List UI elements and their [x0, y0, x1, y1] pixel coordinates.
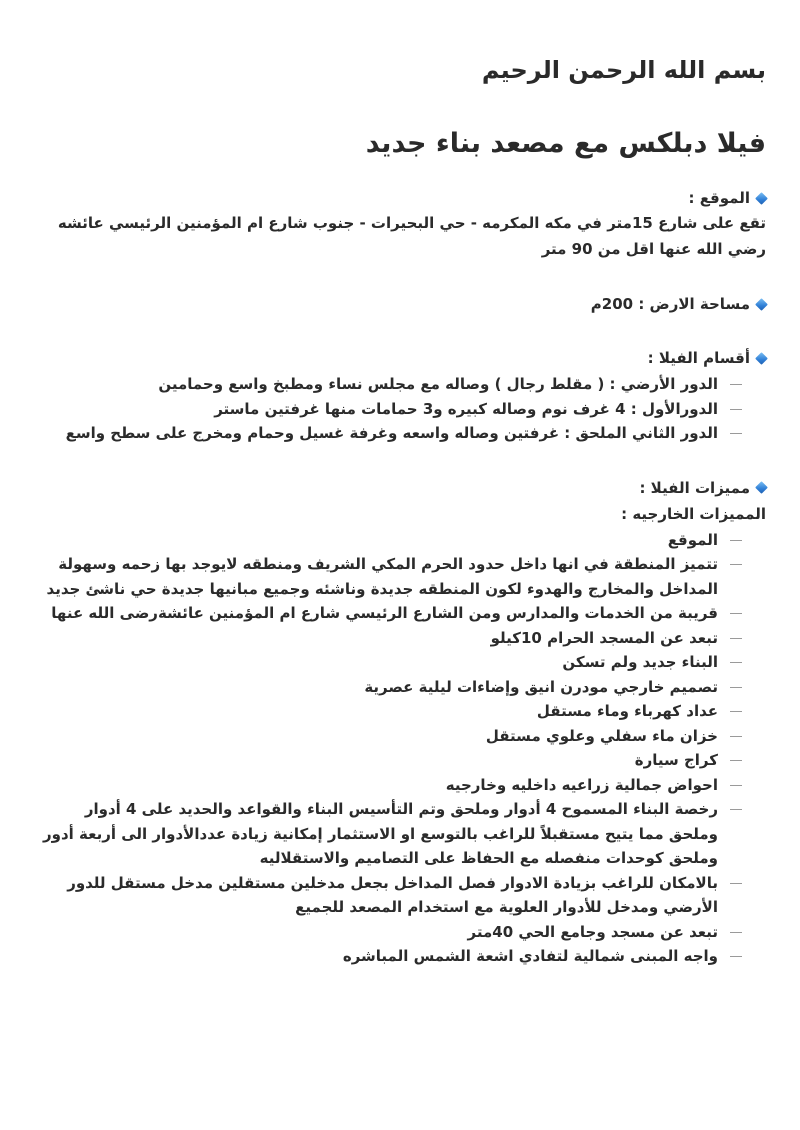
area-section [32, 292, 766, 316]
villa-sections-section [32, 346, 766, 446]
villa-sections-heading: أقسام الفيلا : [647, 349, 750, 367]
blue-diamond-icon [755, 352, 768, 365]
blue-diamond-icon [755, 298, 768, 311]
blue-diamond-icon [755, 192, 768, 205]
blue-diamond-icon [755, 481, 768, 494]
location-heading: الموقع : [688, 189, 750, 207]
list-item: خزان ماء سفلي وعلوي مستقل [32, 724, 742, 749]
features-heading-row [32, 476, 766, 500]
features-section [32, 476, 766, 969]
list-item: احواض جمالية زراعيه داخليه وخارجيه [32, 773, 742, 798]
list-item: تبعد عن مسجد وجامع الحي 40متر [32, 920, 742, 945]
list-item: الدور الأرضي : ( مقلط رجال ) وصاله مع مجلس نساء ومطبخ واسع وحمامين [32, 372, 742, 397]
list-item: عداد كهرباء وماء مستقل [32, 699, 742, 724]
villa-sections-list [32, 372, 766, 446]
list-item: بالامكان للراغب بزيادة الادوار فصل المداخل بجعل مدخلين مستقلين مدخل مستقل للدور الأرضي ومدخل للأدوار العلوية مع استخدام المصعد للجميع [32, 871, 742, 920]
list-item: كراج سيارة [32, 748, 742, 773]
villa-sections-heading-row [32, 346, 766, 370]
location-heading-row [32, 186, 766, 210]
area-heading-row [32, 292, 766, 316]
list-item: الدور الثاني الملحق : غرفتين وصاله واسعه وغرفة غسيل وحمام ومخرج على سطح واسع [32, 421, 742, 446]
list-item: تبعد عن المسجد الحرام 10كيلو [32, 626, 742, 651]
external-features-subheading: المميزات الخارجيه : [621, 504, 766, 523]
area-heading: مساحة الارض : 200م [590, 295, 750, 313]
list-item: تصميم خارجي مودرن انيق وإضاءات ليلية عصرية [32, 675, 742, 700]
list-item: الموقع [32, 528, 742, 553]
list-item: البناء جديد ولم تسكن [32, 650, 742, 675]
page-title: فيلا دبلكس مع مصعد بناء جديد [365, 128, 766, 159]
location-text: تقع على شارع 15متر في مكه المكرمه - حي البحيرات - جنوب شارع ام المؤمنين الرئيسي عائشه رضي الله عنها اقل من 90 متر [57, 214, 766, 258]
location-section [32, 186, 766, 262]
list-item: رخصة البناء المسموح 4 أدوار وملحق وتم التأسيس البناء والقواعد والحديد على 4 أدوار وملحق مما يتيح مستقبلاً للراغب بالتوسع او الاستثمار إمكانية زيادة عددالأدوار الى أربعة أدور وملحق كوحدات منفصله مع الحفاظ على التصاميم والاستقلاليه [32, 797, 742, 871]
features-heading: مميزات الفيلا : [639, 478, 750, 497]
bismillah-heading: بسم الله الرحمن الرحيم [481, 56, 766, 84]
features-list [32, 528, 766, 969]
list-item: واجه المبنى شمالية لتفادي اشعة الشمس المباشره [32, 944, 742, 969]
list-item: قريبة من الخدمات والمدارس ومن الشارع الرئيسي شارع ام المؤمنين عائشةرضى الله عنها [32, 601, 742, 626]
list-item: الدورالأول : 4 غرف نوم وصاله كبيره و3 حمامات منها غرفتين ماستر [32, 397, 742, 422]
list-item: تتميز المنطقة في انها داخل حدود الحرم المكي الشريف ومنطقه لايوجد بها زحمه وسهولة المداخل والمخارج والهدوء لكون المنطقه جديدة وناشئه وجميع مبانيها جديدة حي ناشئ جديد [32, 552, 742, 601]
